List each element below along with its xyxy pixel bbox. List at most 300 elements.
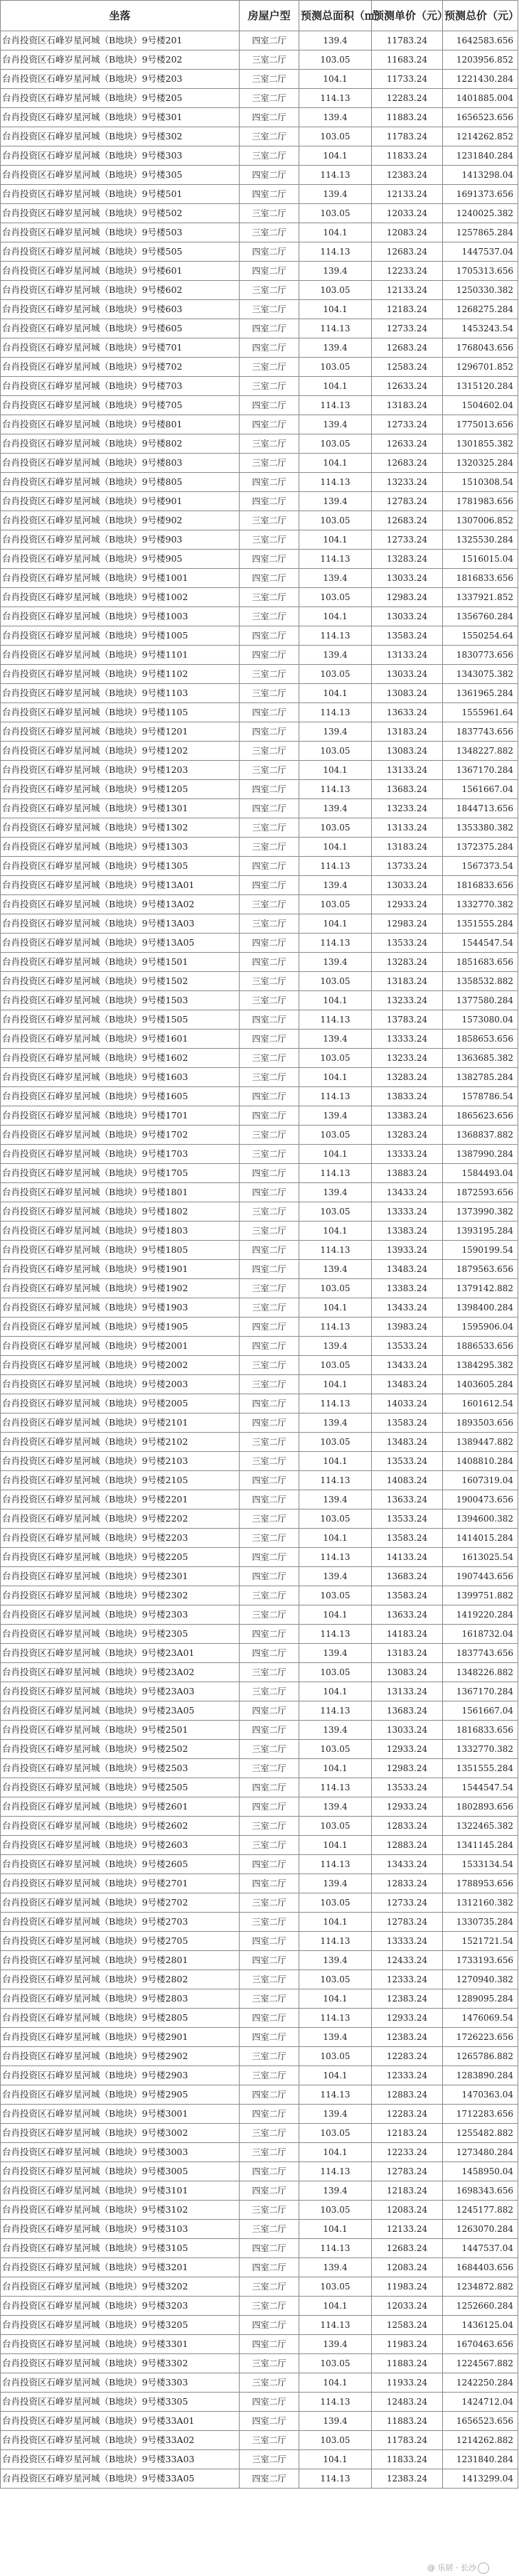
cell-location: 台肖投资区石峰岁星河城（B地块）9号楼1703: [1, 1145, 240, 1164]
cell-location: 台肖投资区石峰岁星河城（B地块）9号楼1601: [1, 1030, 240, 1049]
cell-location: 台肖投资区石峰岁星河城（B地块）9号楼1203: [1, 761, 240, 780]
cell-unit-price: 13533.24: [372, 934, 443, 953]
cell-total-price: 1368837.882: [443, 1126, 518, 1145]
cell-unit-price: 12633.24: [372, 434, 443, 454]
cell-location: 台肖投资区石峰岁星河城（B地块）9号楼505: [1, 242, 240, 262]
cell-total-price: 1301855.382: [443, 434, 518, 454]
cell-area: 139.4: [299, 2105, 372, 2124]
cell-unit-price: 12583.24: [372, 358, 443, 377]
table-row: [1, 2066, 518, 2085]
cell-unit-type: 三室二厅: [240, 684, 299, 703]
table-row: [1, 338, 518, 358]
cell-unit-price: 13033.24: [372, 569, 443, 588]
cell-area: 103.05: [299, 1893, 372, 1913]
cell-location: 台肖投资区石峰岁星河城（B地块）9号楼1605: [1, 1087, 240, 1106]
cell-location: 台肖投资区石峰岁星河城（B地块）9号楼2602: [1, 1817, 240, 1836]
cell-area: 114.13: [299, 242, 372, 262]
table-row: [1, 1759, 518, 1778]
table-row: [1, 1529, 518, 1548]
cell-area: 103.05: [299, 2431, 372, 2450]
cell-total-price: 1613025.54: [443, 1548, 518, 1567]
cell-total-price: 1367170.284: [443, 1682, 518, 1701]
cell-location: 台肖投资区石峰岁星河城（B地块）9号楼2305: [1, 1625, 240, 1644]
cell-area: 139.4: [299, 2028, 372, 2047]
cell-unit-price: 13383.24: [372, 1279, 443, 1298]
cell-total-price: 1544547.54: [443, 934, 518, 953]
cell-unit-type: 四室二厅: [240, 1797, 299, 1817]
cell-unit-price: 12133.24: [372, 2220, 443, 2239]
cell-total-price: 1393195.284: [443, 1222, 518, 1241]
cell-unit-price: 13083.24: [372, 742, 443, 761]
table-row: [1, 1068, 518, 1087]
cell-area: 139.4: [299, 2335, 372, 2354]
cell-area: 104.1: [299, 838, 372, 857]
cell-total-price: 1312160.382: [443, 1893, 518, 1913]
cell-location: 台肖投资区石峰岁星河城（B地块）9号楼2002: [1, 1356, 240, 1375]
cell-total-price: 1447537.04: [443, 2239, 518, 2258]
cell-unit-type: 四室二厅: [240, 2335, 299, 2354]
cell-total-price: 1436125.04: [443, 2316, 518, 2335]
cell-location: 台肖投资区石峰岁星河城（B地块）9号楼1002: [1, 588, 240, 607]
cell-unit-type: 四室二厅: [240, 1567, 299, 1586]
cell-location: 台肖投资区石峰岁星河城（B地块）9号楼2203: [1, 1529, 240, 1548]
cell-unit-price: 12183.24: [372, 300, 443, 319]
cell-unit-price: 11933.24: [372, 2373, 443, 2393]
cell-unit-type: 四室二厅: [240, 1548, 299, 1567]
header-total-price: 预测总价（元）: [443, 1, 518, 31]
cell-unit-price: 12633.24: [372, 377, 443, 396]
cell-unit-type: 四室二厅: [240, 703, 299, 722]
cell-area: 103.05: [299, 127, 372, 146]
cell-area: 104.1: [299, 1068, 372, 1087]
cell-unit-price: 13433.24: [372, 1183, 443, 1202]
cell-location: 台肖投资区石峰岁星河城（B地块）9号楼1803: [1, 1222, 240, 1241]
cell-area: 139.4: [299, 1721, 372, 1740]
table-row: [1, 1030, 518, 1049]
table-row: [1, 1797, 518, 1817]
cell-total-price: 1332770.382: [443, 895, 518, 914]
cell-unit-price: 12333.24: [372, 2066, 443, 2085]
cell-total-price: 1816833.656: [443, 1721, 518, 1740]
cell-area: 139.4: [299, 1951, 372, 1970]
cell-area: 139.4: [299, 569, 372, 588]
cell-total-price: 1250330.382: [443, 281, 518, 300]
cell-location: 台肖投资区石峰岁星河城（B地块）9号楼705: [1, 396, 240, 415]
cell-unit-price: 12033.24: [372, 204, 443, 223]
table-row: [1, 626, 518, 646]
table-row: [1, 761, 518, 780]
cell-area: 104.1: [299, 300, 372, 319]
cell-unit-price: 13083.24: [372, 1663, 443, 1682]
cell-area: 104.1: [299, 223, 372, 242]
cell-unit-price: 13883.24: [372, 1164, 443, 1183]
cell-unit-type: 四室二厅: [240, 396, 299, 415]
cell-unit-type: 三室二厅: [240, 1202, 299, 1222]
cell-unit-price: 13833.24: [372, 1087, 443, 1106]
cell-unit-price: 13583.24: [372, 1586, 443, 1605]
cell-unit-price: 13133.24: [372, 646, 443, 665]
cell-unit-price: 13633.24: [372, 1605, 443, 1625]
cell-total-price: 1893503.656: [443, 1413, 518, 1433]
table-row: [1, 1164, 518, 1183]
cell-unit-type: 三室二厅: [240, 1836, 299, 1855]
table-row: [1, 108, 518, 127]
cell-area: 103.05: [299, 1356, 372, 1375]
cell-location: 台肖投资区石峰岁星河城（B地块）9号楼3202: [1, 2277, 240, 2297]
cell-area: 103.05: [299, 281, 372, 300]
cell-unit-type: 四室二厅: [240, 1413, 299, 1433]
table-row: [1, 1394, 518, 1413]
cell-unit-type: 四室二厅: [240, 1874, 299, 1893]
cell-unit-type: 四室二厅: [240, 2028, 299, 2047]
cell-unit-type: 三室二厅: [240, 204, 299, 223]
cell-unit-type: 三室二厅: [240, 1970, 299, 1989]
cell-unit-type: 三室二厅: [240, 1279, 299, 1298]
table-row: [1, 1644, 518, 1663]
cell-area: 114.13: [299, 934, 372, 953]
cell-unit-price: 11683.24: [372, 50, 443, 70]
cell-location: 台肖投资区石峰岁星河城（B地块）9号楼1305: [1, 857, 240, 876]
cell-unit-price: 14183.24: [372, 1625, 443, 1644]
table-row: [1, 1663, 518, 1682]
cell-area: 103.05: [299, 50, 372, 70]
cell-location: 台肖投资区石峰岁星河城（B地块）9号楼2702: [1, 1893, 240, 1913]
cell-area: 114.13: [299, 89, 372, 108]
cell-unit-type: 三室二厅: [240, 1586, 299, 1605]
cell-unit-price: 12933.24: [372, 1740, 443, 1759]
cell-area: 139.4: [299, 415, 372, 434]
cell-location: 台肖投资区石峰岁星河城（B地块）9号楼2802: [1, 1970, 240, 1989]
cell-location: 台肖投资区石峰岁星河城（B地块）9号楼33A03: [1, 2450, 240, 2469]
cell-area: 104.1: [299, 914, 372, 934]
cell-unit-type: 四室二厅: [240, 2316, 299, 2335]
cell-total-price: 1408810.284: [443, 1452, 518, 1471]
cell-total-price: 1670463.656: [443, 2335, 518, 2354]
cell-area: 139.4: [299, 1106, 372, 1126]
cell-unit-type: 三室二厅: [240, 70, 299, 89]
table-row: [1, 2162, 518, 2181]
cell-unit-price: 13033.24: [372, 665, 443, 684]
cell-total-price: 1618732.04: [443, 1625, 518, 1644]
cell-area: 104.1: [299, 146, 372, 166]
cell-location: 台肖投资区石峰岁星河城（B地块）9号楼1502: [1, 972, 240, 991]
cell-location: 台肖投资区石峰岁星河城（B地块）9号楼33A01: [1, 2412, 240, 2431]
cell-location: 台肖投资区石峰岁星河城（B地块）9号楼1005: [1, 626, 240, 646]
cell-area: 139.4: [299, 1260, 372, 1279]
table-row: [1, 2239, 518, 2258]
cell-total-price: 1561667.04: [443, 1701, 518, 1721]
table-row: [1, 415, 518, 434]
cell-unit-type: 三室二厅: [240, 358, 299, 377]
cell-total-price: 1270940.382: [443, 1970, 518, 1989]
cell-location: 台肖投资区石峰岁星河城（B地块）9号楼1903: [1, 1298, 240, 1318]
cell-unit-type: 四室二厅: [240, 492, 299, 511]
cell-total-price: 1550254.64: [443, 626, 518, 646]
cell-total-price: 1401885.004: [443, 89, 518, 108]
cell-area: 104.1: [299, 377, 372, 396]
table-row: [1, 550, 518, 569]
cell-unit-type: 四室二厅: [240, 1106, 299, 1126]
cell-unit-price: 13183.24: [372, 972, 443, 991]
cell-total-price: 1373990.382: [443, 1202, 518, 1222]
cell-location: 台肖投资区石峰岁星河城（B地块）9号楼3105: [1, 2239, 240, 2258]
cell-total-price: 1356760.284: [443, 607, 518, 626]
cell-area: 139.4: [299, 185, 372, 204]
cell-location: 台肖投资区石峰岁星河城（B地块）9号楼2705: [1, 1932, 240, 1951]
table-row: [1, 70, 518, 89]
cell-total-price: 1504602.04: [443, 396, 518, 415]
cell-area: 103.05: [299, 1663, 372, 1682]
table-row: [1, 742, 518, 761]
cell-area: 139.4: [299, 646, 372, 665]
cell-unit-type: 三室二厅: [240, 1049, 299, 1068]
cell-unit-type: 四室二厅: [240, 1490, 299, 1509]
table-row: [1, 722, 518, 742]
cell-unit-type: 三室二厅: [240, 1375, 299, 1394]
cell-area: 114.13: [299, 1778, 372, 1797]
table-row: [1, 2028, 518, 2047]
cell-unit-price: 13183.24: [372, 722, 443, 742]
cell-area: 103.05: [299, 2124, 372, 2143]
table-row: [1, 2412, 518, 2431]
table-row: [1, 262, 518, 281]
cell-unit-type: 三室二厅: [240, 1759, 299, 1778]
cell-unit-type: 四室二厅: [240, 646, 299, 665]
cell-location: 台肖投资区石峰岁星河城（B地块）9号楼2302: [1, 1586, 240, 1605]
cell-unit-type: 三室二厅: [240, 2450, 299, 2469]
cell-location: 台肖投资区石峰岁星河城（B地块）9号楼2505: [1, 1778, 240, 1797]
table-row: [1, 2085, 518, 2105]
cell-total-price: 1601612.54: [443, 1394, 518, 1413]
table-row: [1, 2143, 518, 2162]
cell-location: 台肖投资区石峰岁星河城（B地块）9号楼3305: [1, 2393, 240, 2412]
cell-unit-type: 四室二厅: [240, 1951, 299, 1970]
cell-total-price: 1330735.284: [443, 1913, 518, 1932]
cell-unit-price: 13133.24: [372, 818, 443, 838]
cell-location: 台肖投资区石峰岁星河城（B地块）9号楼1901: [1, 1260, 240, 1279]
cell-area: 139.4: [299, 492, 372, 511]
cell-unit-type: 四室二厅: [240, 1030, 299, 1049]
cell-unit-type: 三室二厅: [240, 146, 299, 166]
cell-location: 台肖投资区石峰岁星河城（B地块）9号楼2201: [1, 1490, 240, 1509]
cell-total-price: 1214262.852: [443, 127, 518, 146]
table-row: [1, 684, 518, 703]
table-row: [1, 607, 518, 626]
table-row: [1, 2105, 518, 2124]
cell-unit-price: 13583.24: [372, 626, 443, 646]
table-row: [1, 1298, 518, 1318]
cell-total-price: 1363685.382: [443, 1049, 518, 1068]
cell-unit-price: 13233.24: [372, 473, 443, 492]
table-row: [1, 358, 518, 377]
table-row: [1, 1202, 518, 1222]
table-row: [1, 646, 518, 665]
cell-area: 104.1: [299, 2450, 372, 2469]
cell-total-price: 1837743.656: [443, 722, 518, 742]
cell-unit-type: 四室二厅: [240, 876, 299, 895]
cell-location: 台肖投资区石峰岁星河城（B地块）9号楼1603: [1, 1068, 240, 1087]
table-row: [1, 146, 518, 166]
table-header: [1, 1, 518, 31]
cell-unit-price: 13583.24: [372, 1413, 443, 1433]
cell-unit-price: 11983.24: [372, 2277, 443, 2297]
header-unit-type: 房屋户型: [240, 1, 299, 31]
cell-unit-price: 13433.24: [372, 1298, 443, 1318]
watermark-logo-icon: [478, 2562, 489, 2574]
cell-area: 114.13: [299, 1318, 372, 1337]
cell-unit-price: 13233.24: [372, 799, 443, 818]
cell-unit-type: 三室二厅: [240, 818, 299, 838]
cell-unit-price: 12383.24: [372, 1989, 443, 2009]
table-row: [1, 1413, 518, 1433]
cell-location: 台肖投资区石峰岁星河城（B地块）9号楼801: [1, 415, 240, 434]
table-row: [1, 569, 518, 588]
cell-area: 114.13: [299, 780, 372, 799]
table-row: [1, 991, 518, 1010]
cell-area: 104.1: [299, 1298, 372, 1318]
cell-location: 台肖投资区石峰岁星河城（B地块）9号楼1701: [1, 1106, 240, 1126]
header-location: 坐落: [1, 1, 240, 31]
cell-location: 台肖投资区石峰岁星河城（B地块）9号楼2603: [1, 1836, 240, 1855]
cell-location: 台肖投资区石峰岁星河城（B地块）9号楼2605: [1, 1855, 240, 1874]
cell-unit-type: 四室二厅: [240, 2239, 299, 2258]
cell-location: 台肖投资区石峰岁星河城（B地块）9号楼2105: [1, 1471, 240, 1490]
table-row: [1, 396, 518, 415]
cell-location: 台肖投资区石峰岁星河城（B地块）9号楼3101: [1, 2181, 240, 2201]
table-row: [1, 1913, 518, 1932]
cell-area: 103.05: [299, 1509, 372, 1529]
cell-location: 台肖投资区石峰岁星河城（B地块）9号楼3103: [1, 2220, 240, 2239]
cell-unit-type: 四室二厅: [240, 934, 299, 953]
cell-unit-price: 11783.24: [372, 2431, 443, 2450]
cell-unit-type: 四室二厅: [240, 319, 299, 338]
cell-area: 139.4: [299, 1644, 372, 1663]
cell-unit-type: 三室二厅: [240, 1605, 299, 1625]
cell-unit-price: 14133.24: [372, 1548, 443, 1567]
cell-unit-type: 三室二厅: [240, 281, 299, 300]
table-row: [1, 89, 518, 108]
header-unit-price: 预测单价（元）: [372, 1, 443, 31]
cell-unit-type: 四室二厅: [240, 1087, 299, 1106]
table-row: [1, 876, 518, 895]
cell-location: 台肖投资区石峰岁星河城（B地块）9号楼501: [1, 185, 240, 204]
cell-unit-type: 四室二厅: [240, 108, 299, 127]
cell-location: 台肖投资区石峰岁星河城（B地块）9号楼2805: [1, 2009, 240, 2028]
cell-unit-type: 四室二厅: [240, 31, 299, 50]
cell-unit-type: 四室二厅: [240, 780, 299, 799]
cell-location: 台肖投资区石峰岁星河城（B地块）9号楼2102: [1, 1433, 240, 1452]
cell-unit-price: 12233.24: [372, 2143, 443, 2162]
cell-total-price: 1837743.656: [443, 1644, 518, 1663]
cell-unit-price: 13933.24: [372, 1241, 443, 1260]
cell-location: 台肖投资区石峰岁星河城（B地块）9号楼3205: [1, 2316, 240, 2335]
cell-location: 台肖投资区石峰岁星河城（B地块）9号楼2901: [1, 2028, 240, 2047]
cell-unit-type: 三室二厅: [240, 1529, 299, 1548]
cell-total-price: 1394600.382: [443, 1509, 518, 1529]
cell-unit-type: 三室二厅: [240, 1222, 299, 1241]
table-row: [1, 1605, 518, 1625]
cell-unit-price: 12833.24: [372, 1817, 443, 1836]
cell-area: 104.1: [299, 1529, 372, 1548]
cell-total-price: 1245177.882: [443, 2201, 518, 2220]
cell-location: 台肖投资区石峰岁星河城（B地块）9号楼3003: [1, 2143, 240, 2162]
cell-location: 台肖投资区石峰岁星河城（B地块）9号楼901: [1, 492, 240, 511]
cell-location: 台肖投资区石峰岁星河城（B地块）9号楼1805: [1, 1241, 240, 1260]
cell-total-price: 1372375.284: [443, 838, 518, 857]
cell-area: 114.13: [299, 703, 372, 722]
cell-area: 114.13: [299, 1471, 372, 1490]
table-row: [1, 1721, 518, 1740]
cell-total-price: 1214262.882: [443, 2431, 518, 2450]
cell-area: 139.4: [299, 1567, 372, 1586]
cell-total-price: 1712283.656: [443, 2105, 518, 2124]
cell-unit-type: 三室二厅: [240, 2220, 299, 2239]
cell-area: 103.05: [299, 665, 372, 684]
cell-unit-price: 12083.24: [372, 2201, 443, 2220]
cell-location: 台肖投资区石峰岁星河城（B地块）9号楼33A02: [1, 2431, 240, 2450]
cell-unit-price: 12883.24: [372, 2085, 443, 2105]
cell-area: 114.13: [299, 550, 372, 569]
cell-area: 103.05: [299, 1740, 372, 1759]
cell-area: 114.13: [299, 1394, 372, 1413]
cell-location: 台肖投资区石峰岁星河城（B地块）9号楼23A05: [1, 1701, 240, 1721]
cell-total-price: 1351555.284: [443, 1759, 518, 1778]
cell-location: 台肖投资区石峰岁星河城（B地块）9号楼1705: [1, 1164, 240, 1183]
cell-total-price: 1544547.54: [443, 1778, 518, 1797]
cell-unit-price: 12683.24: [372, 454, 443, 473]
table-row: [1, 127, 518, 146]
cell-total-price: 1844713.656: [443, 799, 518, 818]
cell-area: 104.1: [299, 2143, 372, 2162]
header-area: 预测总面积（㎡）: [299, 1, 372, 31]
cell-unit-price: 13733.24: [372, 857, 443, 876]
table-row: [1, 2181, 518, 2201]
cell-unit-type: 三室二厅: [240, 1433, 299, 1452]
cell-unit-type: 四室二厅: [240, 1701, 299, 1721]
cell-total-price: 1802893.656: [443, 1797, 518, 1817]
table-row: [1, 972, 518, 991]
cell-unit-price: 14033.24: [372, 1394, 443, 1413]
cell-unit-price: 13233.24: [372, 991, 443, 1010]
cell-unit-price: 12683.24: [372, 338, 443, 358]
cell-area: 103.05: [299, 1049, 372, 1068]
table-row: [1, 2201, 518, 2220]
cell-total-price: 1453243.54: [443, 319, 518, 338]
cell-unit-type: 四室二厅: [240, 2258, 299, 2277]
cell-location: 台肖投资区石峰岁星河城（B地块）9号楼2103: [1, 1452, 240, 1471]
cell-unit-price: 12233.24: [372, 262, 443, 281]
table-row: [1, 1260, 518, 1279]
cell-area: 103.05: [299, 2354, 372, 2373]
cell-unit-price: 13683.24: [372, 780, 443, 799]
cell-unit-price: 13333.24: [372, 1202, 443, 1222]
cell-location: 台肖投资区石峰岁星河城（B地块）9号楼305: [1, 166, 240, 185]
cell-area: 103.05: [299, 1970, 372, 1989]
cell-area: 114.13: [299, 1164, 372, 1183]
cell-area: 103.05: [299, 1817, 372, 1836]
cell-unit-price: 13983.24: [372, 1318, 443, 1337]
cell-location: 台肖投资区石峰岁星河城（B地块）9号楼2005: [1, 1394, 240, 1413]
cell-location: 台肖投资区石峰岁星河城（B地块）9号楼3203: [1, 2297, 240, 2316]
cell-total-price: 1332770.382: [443, 1740, 518, 1759]
cell-total-price: 1788953.656: [443, 1874, 518, 1893]
cell-unit-price: 12483.24: [372, 2393, 443, 2412]
table-row: [1, 1778, 518, 1797]
cell-total-price: 1242250.284: [443, 2373, 518, 2393]
cell-total-price: 1353380.382: [443, 818, 518, 838]
cell-unit-type: 三室二厅: [240, 511, 299, 530]
cell-area: 139.4: [299, 722, 372, 742]
